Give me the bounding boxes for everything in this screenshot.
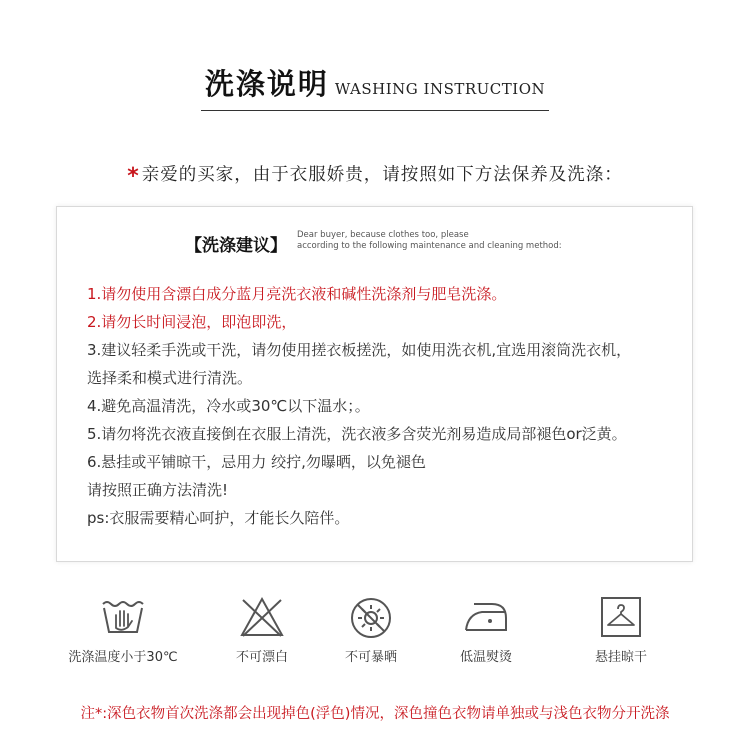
advice-item: 6.悬挂或平铺晾干，忌用力 绞拧,勿曝晒，以免褪色 [87, 453, 426, 471]
advice-item: 1.请勿使用含漂白成分蓝月亮洗衣液和碱性洗涤剂与肥皂洗涤。 [87, 285, 507, 303]
advice-list [87, 280, 687, 532]
advice-item: 5.请勿将洗衣液直接倒在衣服上清洗，洗衣液多含荧光剂易造成局部褪色or泛黄。 [87, 425, 627, 443]
header [0, 62, 750, 111]
star-mark: * [127, 164, 140, 189]
icon-label: 悬挂晾干 [594, 650, 647, 665]
intro-text: 亲爱的买家，由于衣服娇贵，请按照如下方法保养及洗涤： [141, 165, 623, 185]
hang-dry-icon [600, 596, 642, 638]
panel-subtitle-line: according to the following maintenance and cleaning method: [297, 241, 562, 251]
no-bleach-icon [239, 596, 285, 638]
title-underline [201, 110, 549, 111]
page-title-en: WASHING INSTRUCTION [334, 80, 546, 98]
icon-label: 低温熨烫 [459, 650, 512, 665]
intro-line [0, 161, 750, 189]
icon-label: 不可暴晒 [344, 650, 397, 665]
advice-item: 2.请勿长时间浸泡，即泡即洗， [87, 313, 297, 331]
care-icons-row [0, 596, 750, 666]
no-sun-icon [349, 596, 393, 640]
title-block [201, 62, 549, 111]
page-title: 洗涤说明 [204, 67, 329, 101]
advice-item: 3.建议轻柔手洗或干洗，请勿使用搓衣板搓洗，如使用洗衣机,宜选用滚筒洗衣机， [87, 341, 632, 359]
panel-title: 【洗涤建议】 [185, 236, 287, 256]
icon-label: 洗涤温度小于30℃ [68, 650, 178, 665]
advice-item: 4.避免高温清洗，冷水或30℃以下温水；。 [87, 397, 370, 415]
icon-label: 不可漂白 [235, 650, 288, 665]
panel-subtitle [297, 230, 657, 252]
advice-item: 选择柔和模式进行清洗。 [87, 369, 253, 387]
hand-wash-icon [100, 596, 146, 636]
low-iron-icon [462, 596, 510, 636]
panel-subtitle-line: Dear buyer, because clothes too, please [297, 230, 469, 240]
washing-advice-panel [56, 206, 693, 562]
advice-item: ps:衣服需要精心呵护，才能长久陪伴。 [87, 509, 350, 527]
advice-item: 请按照正确方法清洗! [87, 481, 229, 499]
footer-note: 注*:深色衣物首次洗涤都会出现掉色(浮色)情况，深色撞色衣物请单独或与浅色衣物分开洗涤 [80, 706, 670, 722]
